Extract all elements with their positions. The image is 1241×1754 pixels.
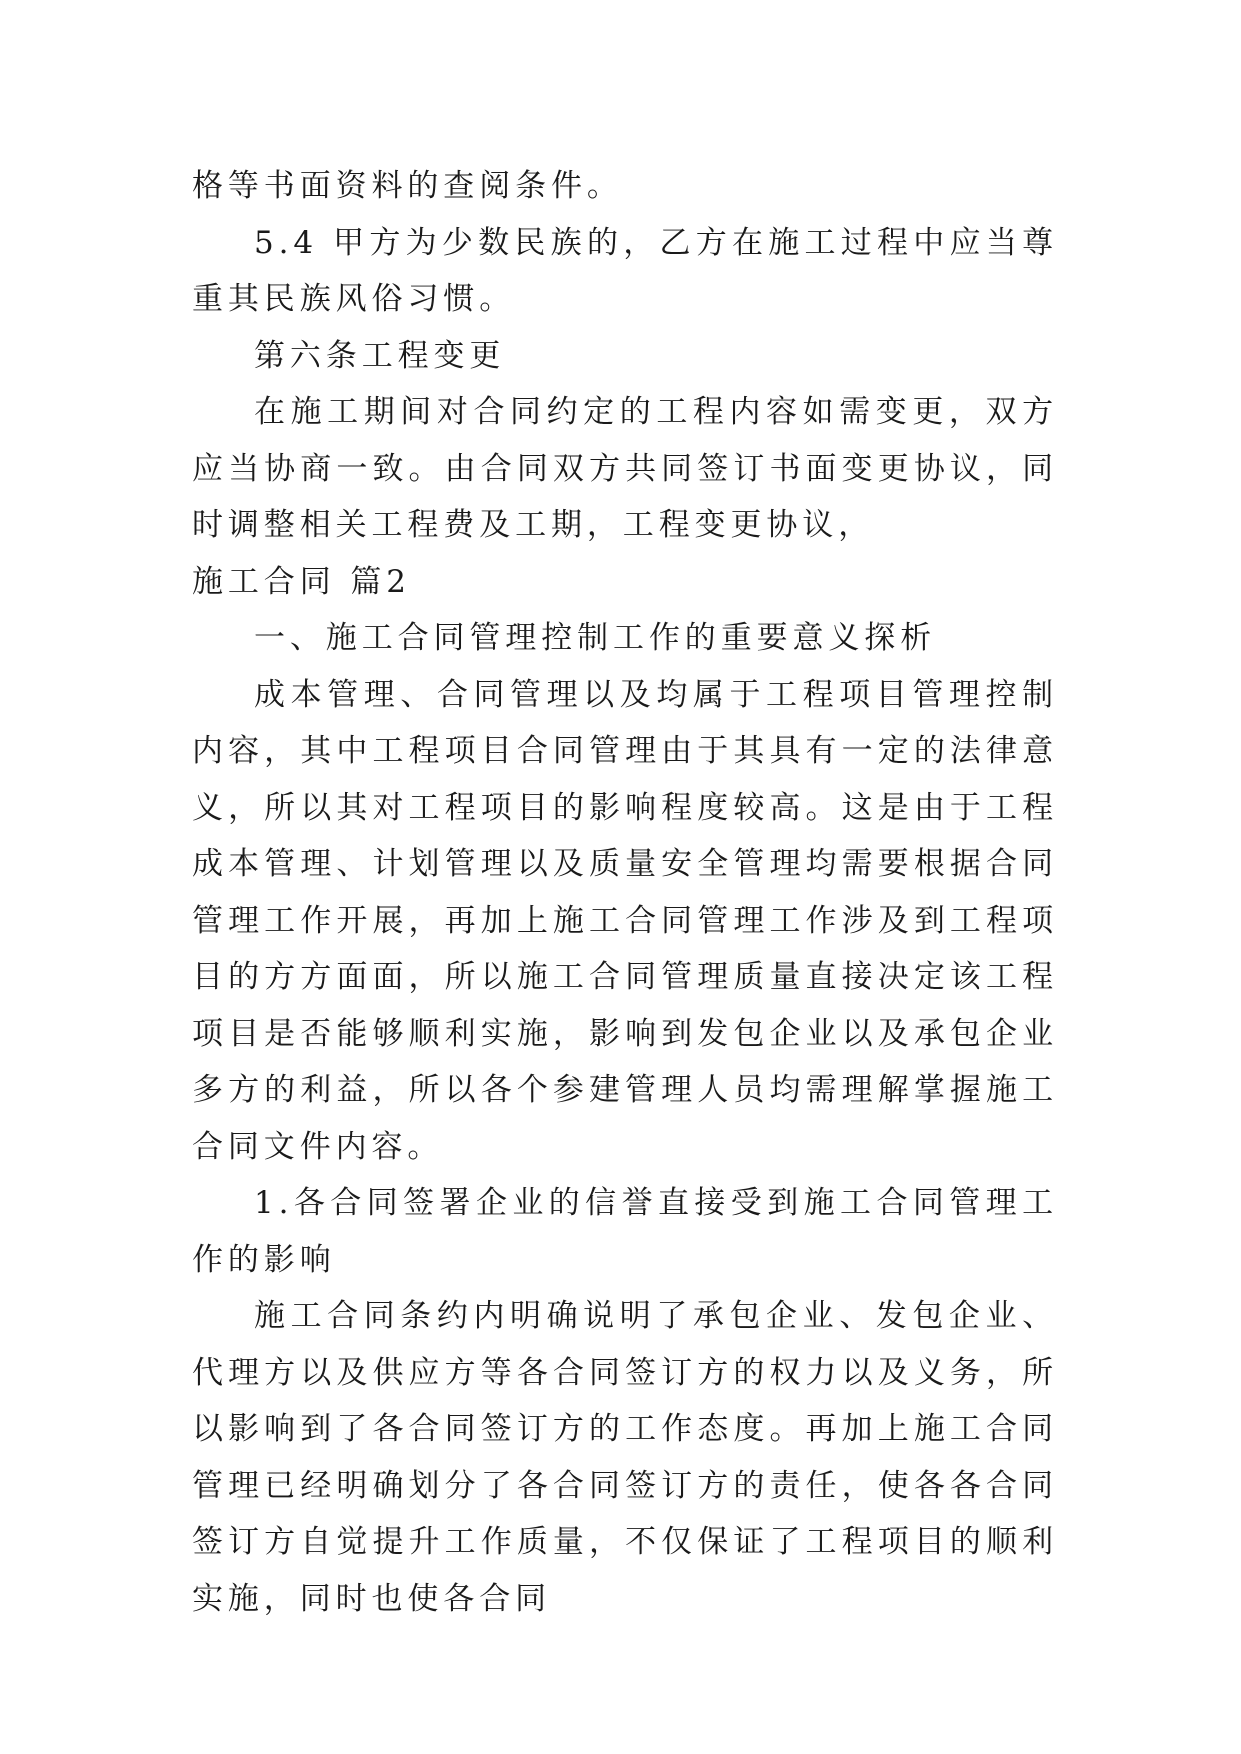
- paragraph-4: 在施工期间对合同约定的工程内容如需变更，双方应当协商一致。由合同双方共同签订书面变更协议，同时调整相关工程费及工期，工程变更协议，: [192, 394, 1058, 543]
- paragraph-2: 5.4 甲方为少数民族的，乙方在施工过程中应当尊重其民族风俗习惯。: [192, 224, 1058, 317]
- paragraph-7: 成本管理、合同管理以及均属于工程项目管理控制内容，其中工程项目合同管理由于其具有一定的法律意义，所以其对工程项目的影响程度较高。这是由于工程成本管理、计划管理以及质量安全管理均需要根据合同管理工作开展，再加上施工合同管理工作涉及到工程项目的方方面面，所以施工合同管理质量直接决定该工程项目是否能够顺利实施，影响到发包企业以及承包企业多方的利益，所以各个参建管理人员均需理解掌握施工合同文件内容。: [192, 676, 1058, 1165]
- section-heading-1: 一、施工合同管理控制工作的重要意义探析: [254, 620, 937, 656]
- subheading-1: 1.各合同签署企业的信誉直接受到施工合同管理工作的影响: [192, 1185, 1058, 1278]
- document-body: [192, 158, 1058, 1627]
- section-heading-6: 第六条工程变更: [254, 337, 506, 374]
- article-title-2: 施工合同 篇2: [192, 563, 411, 600]
- paragraph-9: 施工合同条约内明确说明了承包企业、发包企业、代理方以及供应方等各合同签订方的权力以及义务，所以影响到了各合同签订方的工作态度。再加上施工合同管理已经明确划分了各合同签订方的责任，使各各合同签订方自觉提升工作质量，不仅保证了工程项目的顺利实施，同时也使各合同: [192, 1298, 1058, 1617]
- paragraph-1: 格等书面资料的查阅条件。: [192, 168, 623, 204]
